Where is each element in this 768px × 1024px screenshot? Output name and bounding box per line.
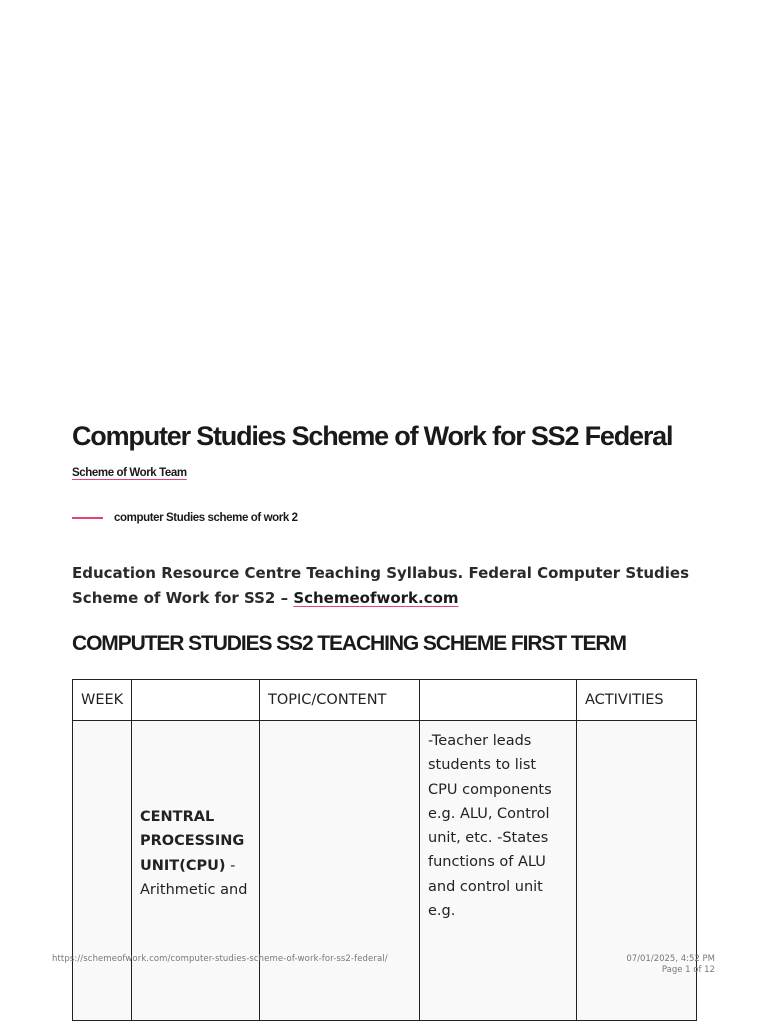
section-heading: COMPUTER STUDIES SS2 TEACHING SCHEME FIRST TERM bbox=[72, 632, 626, 655]
category-row bbox=[72, 512, 298, 524]
intro-text: Education Resource Centre Teaching Syllabus. Federal Computer Studies Scheme of Work for SS2 – bbox=[72, 564, 690, 607]
cell-activities: -Teacher leads students to list CPU components e.g. ALU, Control unit, etc. -States functions of ALU and control unit e.g. bbox=[420, 721, 577, 1021]
cell-week bbox=[73, 721, 132, 1021]
footer-page-number: Page 1 of 12 bbox=[661, 965, 715, 975]
cell-content bbox=[260, 721, 420, 1021]
scheme-table bbox=[72, 679, 697, 1021]
scheme-table-container bbox=[72, 679, 697, 920]
article-title: Computer Studies Scheme of Work for SS2 Federal bbox=[72, 421, 673, 451]
table-header-row bbox=[73, 680, 697, 721]
author-link[interactable]: Scheme of Work Team bbox=[72, 467, 187, 479]
footer-datetime: 07/01/2025, 4:52 PM bbox=[626, 954, 715, 964]
footer-meta bbox=[626, 954, 715, 976]
category-divider bbox=[72, 517, 103, 519]
header-blank-1 bbox=[132, 680, 260, 721]
topic-rest: - Arithmetic and bbox=[140, 857, 248, 898]
footer-url: https://schemeofwork.com/computer-studies-scheme-of-work-for-ss2-federal/ bbox=[52, 954, 388, 964]
topic-title: CENTRAL PROCESSING UNIT(CPU) bbox=[140, 809, 245, 874]
cell-topic bbox=[132, 721, 260, 1021]
schemeofwork-link[interactable]: Schemeofwork.com bbox=[293, 588, 459, 607]
header-blank-2 bbox=[420, 680, 577, 721]
header-activities: ACTIVITIES bbox=[577, 680, 697, 721]
intro-paragraph bbox=[72, 561, 702, 610]
header-topic-content: TOPIC/CONTENT bbox=[260, 680, 420, 721]
header-week: WEEK bbox=[73, 680, 132, 721]
category-label[interactable]: computer Studies scheme of work 2 bbox=[114, 512, 298, 524]
table-row bbox=[73, 721, 697, 1021]
